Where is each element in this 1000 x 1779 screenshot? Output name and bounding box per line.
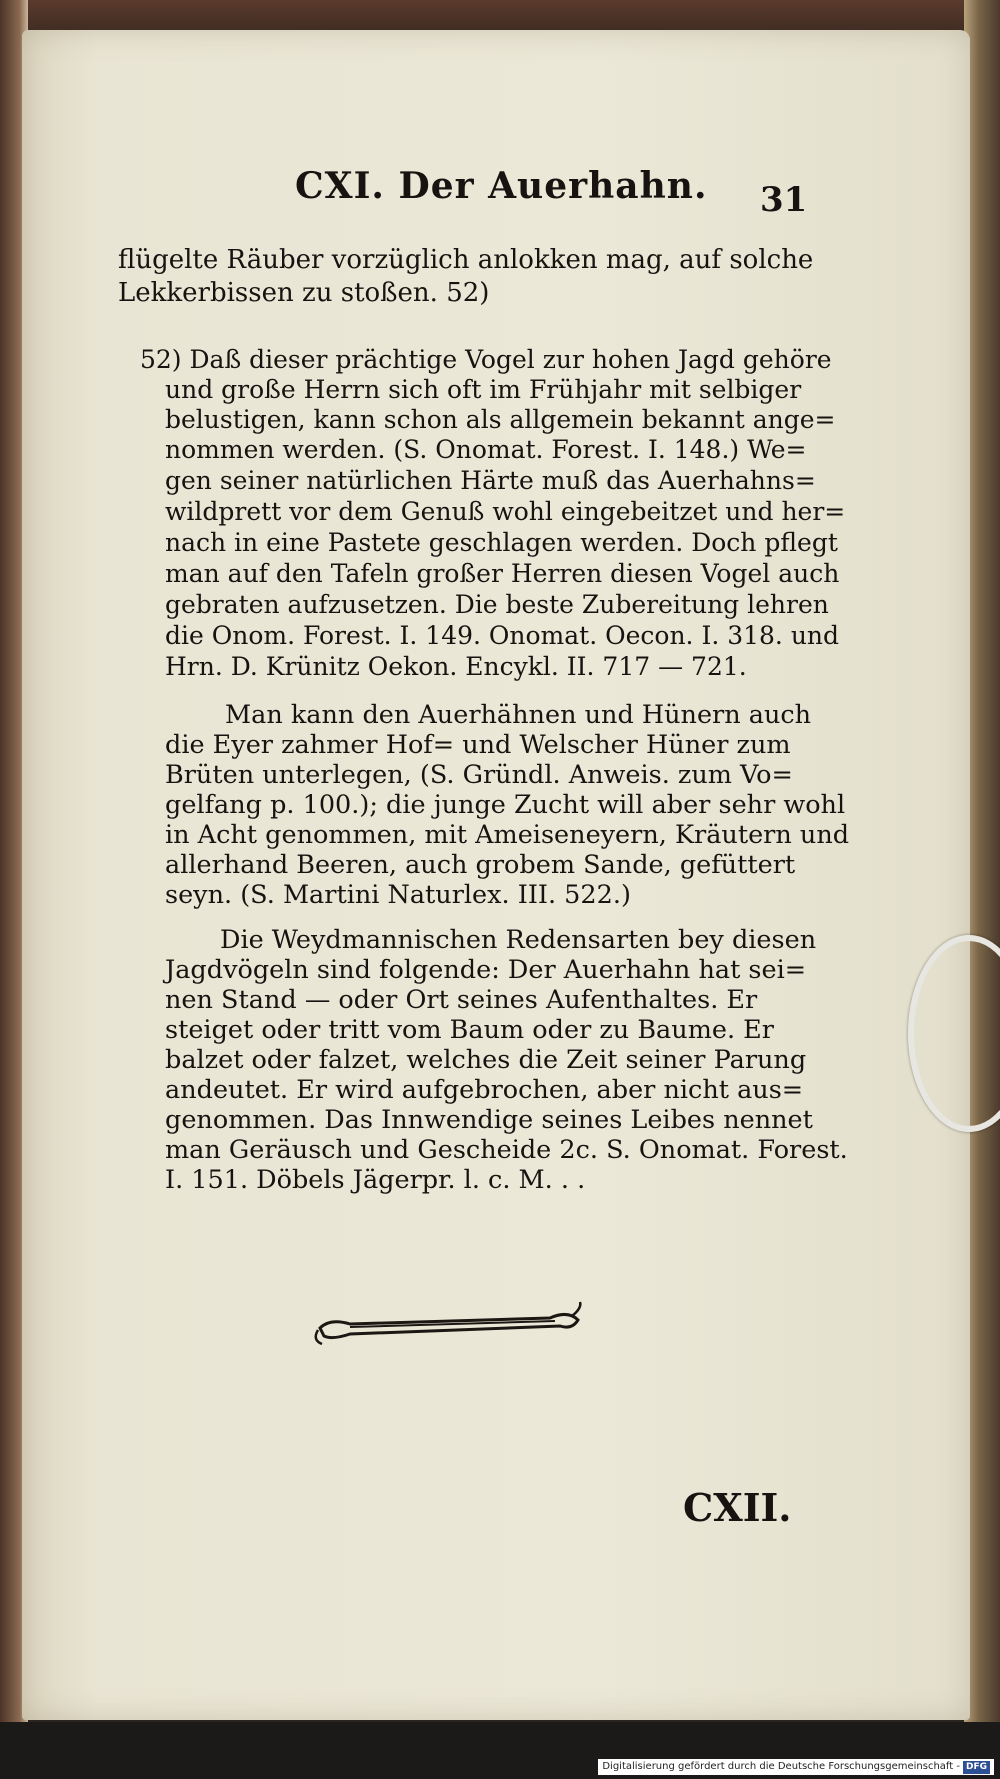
paragraph-line: nen Stand — oder Ort seines Aufenthaltes. Er xyxy=(165,985,758,1015)
paragraph-line: steiget oder tritt vom Baum oder zu Baume. Er xyxy=(165,1015,774,1045)
paragraph-line: in Acht genommen, mit Ameiseneyern, Kräutern und xyxy=(165,820,850,850)
footnote-line: belustigen, kann schon als allgemein bekannt ange= xyxy=(165,405,836,434)
paragraph-line: I. 151. Döbels Jägerpr. l. c. M. . . xyxy=(165,1165,586,1195)
footnote-line: Hrn. D. Krünitz Oekon. Encykl. II. 717 — 721. xyxy=(165,652,747,681)
footnote-line: wildprett vor dem Genuß wohl eingebeitzet und her= xyxy=(165,497,846,526)
footnote-line: nommen werden. (S. Onomat. Forest. I. 148.) We= xyxy=(165,435,807,464)
paragraph-line: gelfang p. 100.); die junge Zucht will aber sehr wohl xyxy=(165,790,846,820)
catchword: CXII. xyxy=(683,1485,792,1530)
ornament-divider xyxy=(310,1300,585,1350)
paragraph-line: Die Weydmannischen Redensarten bey diesen xyxy=(220,925,817,955)
page-number: 31 xyxy=(760,180,808,220)
paragraph-line: andeutet. Er wird aufgebrochen, aber nicht aus= xyxy=(165,1075,804,1105)
running-head-title: CXI. Der Auerhahn. xyxy=(295,165,708,207)
footnote-line: gebraten aufzusetzen. Die beste Zubereitung lehren xyxy=(165,590,829,619)
dfg-logo-icon: DFG xyxy=(963,1761,990,1774)
text-line: Lekkerbissen zu stoßen. 52) xyxy=(118,278,490,308)
footnote-line: gen seiner natürlichen Härte muß das Auerhahns= xyxy=(165,466,816,495)
paragraph-line: seyn. (S. Martini Naturlex. III. 522.) xyxy=(165,880,631,910)
footnote-line: die Onom. Forest. I. 149. Onomat. Oecon. I. 318. und xyxy=(165,621,840,650)
paragraph-line: Man kann den Auerhähnen und Hünern auch xyxy=(225,700,812,730)
paragraph-line: Jagdvögeln sind folgende: Der Auerhahn hat sei= xyxy=(165,955,807,985)
paragraph-line: man Geräusch und Gescheide 2c. S. Onomat. Forest. xyxy=(165,1135,848,1165)
paragraph-line: die Eyer zahmer Hof= und Welscher Hüner zum xyxy=(165,730,791,760)
paragraph-line: allerhand Beeren, auch grobem Sande, gefüttert xyxy=(165,850,796,880)
footnote-line: nach in eine Pastete geschlagen werden. Doch pflegt xyxy=(165,528,838,557)
footnote-line: und große Herrn sich oft im Frühjahr mit selbiger xyxy=(165,375,802,404)
credit-text: Digitalisierung gefördert durch die Deutsche Forschungsgemeinschaft - xyxy=(602,1761,960,1772)
paragraph-line: balzet oder falzet, welches die Zeit seiner Parung xyxy=(165,1045,807,1075)
footnote-line: man auf den Tafeln großer Herren diesen Vogel auch xyxy=(165,559,840,588)
text-line: flügelte Räuber vorzüglich anlokken mag, auf solche xyxy=(118,245,814,275)
digitization-credit xyxy=(598,1759,994,1775)
paragraph-line: genommen. Das Innwendige seines Leibes nennet xyxy=(165,1105,813,1135)
paragraph-line: Brüten unterlegen, (S. Gründl. Anweis. zum Vo= xyxy=(165,760,793,790)
footnote-line: 52) Daß dieser prächtige Vogel zur hohen Jagd gehöre xyxy=(140,345,832,374)
